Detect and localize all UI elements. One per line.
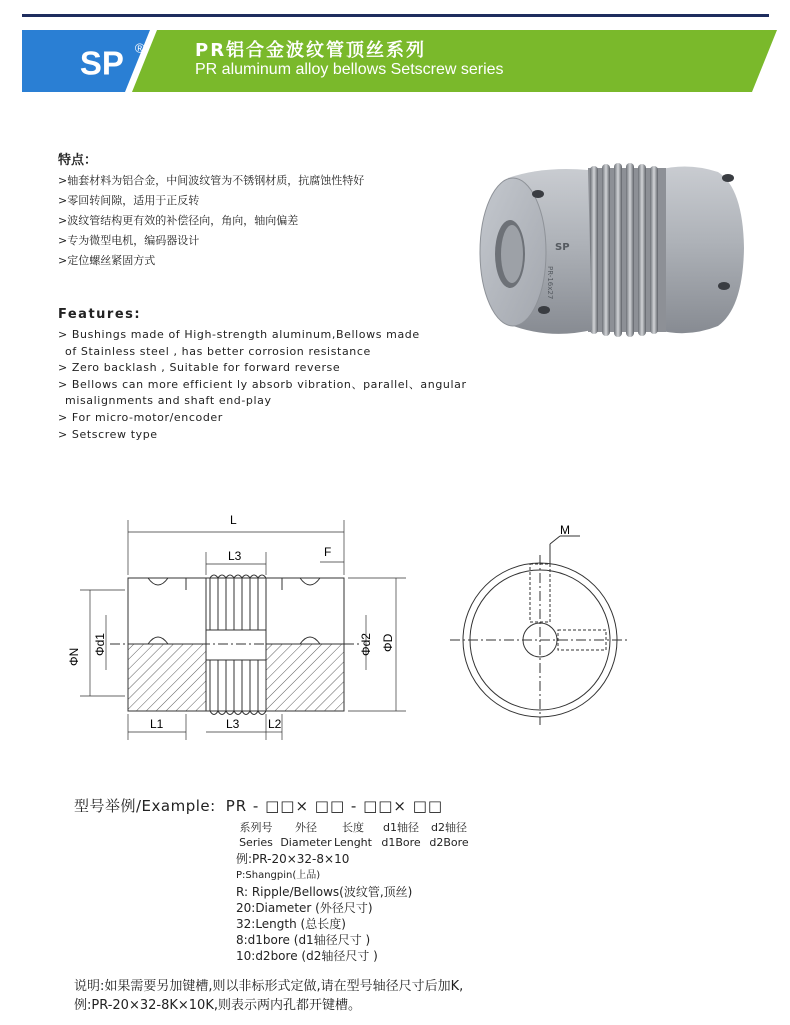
engraving-logo: SP xyxy=(555,242,570,253)
title-cn: PR铝合金波纹管顶丝系列 xyxy=(195,40,427,61)
list-item: >波纹管结构更有效的补偿径向，角向，轴向偏差 xyxy=(58,214,299,227)
technical-drawing xyxy=(40,500,760,770)
note-line: 说明:如果需要另加键槽,则以非标形式定做,请在型号轴径尺寸后加K, xyxy=(74,979,464,994)
code-col-series: 系列号 Series xyxy=(239,821,273,849)
list-item: >专为微型电机，编码器设计 xyxy=(58,234,200,247)
list-item: >定位螺丝紧固方式 xyxy=(58,254,156,267)
features-cn-list xyxy=(58,171,364,271)
code-col-d2: d2轴径 d2Bore xyxy=(429,821,469,849)
dim-M: M xyxy=(560,523,570,537)
dim-L2: L2 xyxy=(268,717,282,731)
list-item: R: Ripple/Bellows(波纹管,顶丝) xyxy=(236,885,413,899)
list-item: 20:Diameter (外径尺寸) xyxy=(236,901,373,915)
dim-N: ΦN xyxy=(67,647,81,666)
dim-L1: L1 xyxy=(150,717,164,731)
setscrew-hole xyxy=(538,306,550,314)
dim-d2: Φd2 xyxy=(359,633,373,656)
engraving-model: PR-16x27 xyxy=(546,266,554,300)
brand-logo xyxy=(60,37,145,82)
registered-mark: ® xyxy=(134,40,145,56)
list-item: 10:d2bore (d2轴径尺寸 ) xyxy=(236,949,378,963)
list-item: 8:d1bore (d1轴径尺寸 ) xyxy=(236,933,371,947)
side-view xyxy=(110,575,360,715)
note-line: 例:PR-20×32-8K×10K,则表示两内孔都开键槽。 xyxy=(74,998,361,1013)
list-item: 32:Length (总长度) xyxy=(236,917,346,931)
example-code: PR - □□× □□ - □□× □□ xyxy=(225,797,444,815)
list-item: > Setscrew type xyxy=(58,427,158,441)
dim-L: L xyxy=(230,513,237,527)
list-item: >轴套材料为铝合金，中间波纹管为不锈钢材质，抗腐蚀性特好 xyxy=(58,174,365,187)
list-item: > Zero backlash , Suitable for forward reverse xyxy=(58,361,341,375)
logo-letters: SP xyxy=(79,44,124,82)
code-col-d1: d1轴径 d1Bore xyxy=(381,821,421,849)
dim-d1: Φd1 xyxy=(93,633,107,656)
list-item: misalignments and shaft end-play xyxy=(65,394,272,408)
list-item: P:Shangpin(上品) xyxy=(236,870,321,881)
features-en-title: Features: xyxy=(58,307,142,322)
setscrew-hole xyxy=(718,282,730,290)
top-rule xyxy=(22,14,769,17)
title-en: PR aluminum alloy bellows Setscrew series xyxy=(195,61,504,78)
dim-L3-top: L3 xyxy=(228,549,242,563)
example-line xyxy=(74,795,443,816)
list-item: > Bushings made of High-strength aluminum,Bellows made xyxy=(58,328,420,341)
list-item: >零回转间隙，适用于正反转 xyxy=(58,194,200,207)
coupling-photo xyxy=(468,148,768,350)
example-label: 型号举例/Example: xyxy=(74,797,216,815)
setscrew-hole xyxy=(532,190,544,198)
features-en-list xyxy=(58,327,467,443)
example-details xyxy=(236,851,412,964)
dim-D: ΦD xyxy=(381,633,395,652)
list-item: 例:PR-20×32-8×10 xyxy=(236,852,350,866)
code-col-diameter: 外径 Diameter xyxy=(280,821,332,849)
list-item: of Stainless steel , has better corrosion resistance xyxy=(65,344,371,358)
bellows xyxy=(588,163,666,337)
notes xyxy=(74,977,463,1015)
setscrew-hole xyxy=(722,174,734,182)
list-item: > For micro-motor/encoder xyxy=(58,410,223,424)
list-item: > Bellows can more efficient ly absorb vibration、parallel、angular xyxy=(58,377,467,391)
code-col-length: 长度 Lenght xyxy=(334,821,372,849)
dim-F: F xyxy=(324,545,332,559)
dim-L3-bottom: L3 xyxy=(226,717,240,731)
end-view xyxy=(450,536,630,725)
features-cn-title: 特点： xyxy=(58,153,98,168)
right-hub xyxy=(658,166,744,333)
